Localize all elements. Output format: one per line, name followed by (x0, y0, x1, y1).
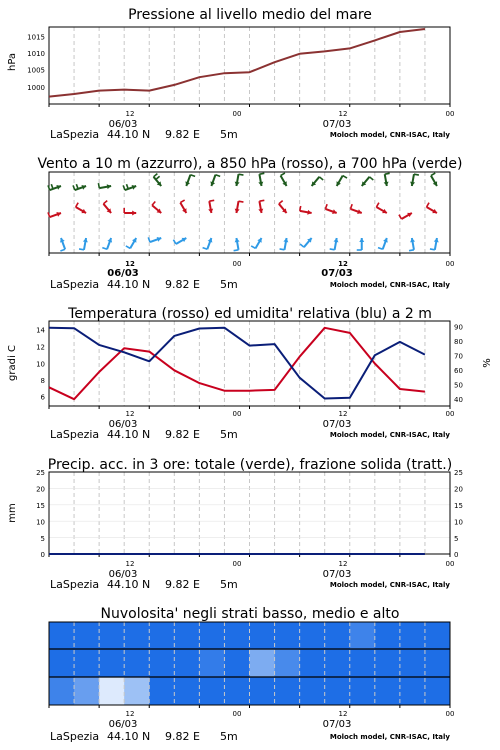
wind-barb-feather (173, 240, 176, 244)
wind-barb (73, 184, 86, 190)
hour-tick: 12 (125, 710, 135, 718)
wind-barb (185, 175, 195, 186)
pressure-ytick: 1005 (27, 66, 45, 75)
precip-ytick: 20 (454, 485, 463, 494)
cloud-cell (149, 622, 175, 649)
wind-barb-feather (427, 203, 430, 207)
wind-barb-feather (259, 173, 264, 174)
footer-lon: 9.82 E (165, 730, 200, 743)
cloud-cell (174, 677, 200, 705)
temperature-line (49, 328, 425, 399)
wind-barb (337, 176, 347, 186)
cloud-cell (300, 649, 326, 677)
cloud-cell (74, 649, 100, 677)
cloud-cell (49, 622, 75, 649)
footer-location: LaSpezia (50, 278, 100, 291)
cloud-cell (124, 622, 150, 649)
wind-barb-feather (102, 248, 107, 250)
footer-alt: 5m (220, 578, 238, 591)
pressure-title: Pressione al livello medio del mare (128, 7, 372, 23)
cloud-cell (124, 649, 150, 677)
wind-barb (234, 238, 240, 251)
cloud-cell (425, 649, 451, 677)
pressure-footer (50, 128, 450, 141)
wind-barb-feather (239, 201, 244, 202)
pressure-ytick: 1000 (27, 84, 45, 92)
humidity-ytick: 70 (454, 352, 463, 361)
cloud-cell (325, 677, 351, 705)
wind-barb (235, 174, 244, 186)
precip-ytick: 0 (454, 551, 459, 559)
temp-hum-series (49, 328, 425, 400)
pressure-ytick: 1015 (27, 33, 45, 42)
wind-barb-feather (431, 173, 435, 176)
precip-ytick: 5 (454, 535, 459, 543)
cloud-cell (224, 649, 250, 677)
wind-barb-feather (385, 173, 390, 174)
date-label: 07/03 (322, 719, 352, 730)
temp-hum-footer (50, 428, 450, 441)
clouds-footer (50, 730, 450, 743)
wind-barb-feather (343, 176, 347, 179)
cloud-cell (224, 622, 250, 649)
cloud-cell (149, 677, 175, 705)
hour-tick: 12 (338, 110, 348, 118)
footer-credit: Moloch model, CNR-ISAC, Italy (329, 733, 450, 741)
wind-barb-feather (325, 204, 327, 209)
pressure-grid (49, 27, 450, 107)
wind-barb (102, 238, 112, 249)
wind-barb-feather (203, 248, 208, 250)
cloud-cell (250, 622, 276, 649)
cloud-cell (400, 677, 426, 705)
wind-barb (173, 238, 186, 244)
wind-barb (208, 200, 214, 213)
cloud-cell (74, 622, 100, 649)
precip-ylabel: mm (7, 503, 18, 523)
cloud-cell (425, 622, 451, 649)
wind-barb-feather (376, 203, 379, 207)
wind-barb-feather (239, 174, 244, 175)
wind-barb (281, 173, 287, 186)
precip-ytick: 25 (36, 469, 45, 477)
date-label: 06/03 (108, 719, 138, 730)
footer-location: LaSpezia (50, 578, 100, 591)
hour-tick: 12 (338, 560, 348, 568)
cloud-cell (224, 677, 250, 705)
cloud-cell (149, 649, 175, 677)
wind-barb-feather (300, 206, 301, 211)
wind-barb-feather (378, 248, 383, 250)
precip-ytick: 10 (454, 518, 463, 527)
wind-barb-feather (259, 200, 264, 201)
footer-lon: 9.82 E (165, 278, 200, 291)
wind-barb (60, 238, 65, 251)
humidity-yticks (454, 324, 463, 405)
footer-credit: Moloch model, CNR-ISAC, Italy (329, 581, 450, 589)
wind-footer (50, 278, 450, 291)
wind-title: Vento a 10 m (azzurro), a 850 hPa (rosso), a 700 hPa (verde) (37, 156, 463, 172)
humidity-ytick: 60 (454, 367, 463, 375)
cloud-cell (400, 622, 426, 649)
date-label: 06/03 (107, 268, 139, 279)
wind-barb-head (359, 238, 364, 242)
temp-hum-grid (49, 321, 450, 409)
cloud-cell (174, 649, 200, 677)
wind-barb-feather (319, 177, 323, 180)
wind-barb (98, 183, 111, 189)
cloud-cell (350, 622, 376, 649)
wind-barb-feather (76, 203, 79, 207)
wind-barb (279, 201, 287, 213)
wind-barb (103, 201, 111, 213)
hour-tick: 00 (232, 410, 242, 418)
hour-tick: 00 (232, 260, 242, 268)
wind-barb-feather (234, 250, 239, 251)
cloud-cell (275, 677, 301, 705)
cloud-cell (300, 677, 326, 705)
wind-barb (430, 238, 439, 250)
wind-barb-feather (156, 176, 160, 179)
footer-lat: 44.10 N (107, 278, 151, 291)
wind-barb (123, 184, 136, 190)
pressure-panel (7, 7, 454, 141)
footer-lon: 9.82 E (165, 428, 200, 441)
wind-barb (126, 238, 136, 248)
hour-tick: 00 (445, 560, 455, 568)
date-label: 06/03 (108, 419, 138, 430)
wind-barb (325, 204, 336, 214)
wind-barb-feather (215, 175, 220, 177)
precip-yticks-right (454, 469, 463, 559)
wind-barb-feather (399, 215, 402, 219)
footer-location: LaSpezia (50, 730, 100, 743)
wind-barb (409, 238, 415, 251)
wind-barb-feather (126, 184, 128, 189)
pressure-xaxis (109, 110, 455, 130)
humidity-ytick: 80 (454, 338, 463, 346)
hour-tick: 00 (445, 710, 455, 718)
hour-tick: 00 (445, 260, 455, 268)
footer-lat: 44.10 N (107, 428, 151, 441)
hour-tick: 00 (445, 110, 455, 118)
footer-alt: 5m (220, 128, 238, 141)
wind-barb (235, 201, 244, 213)
humidity-ylabel: % (482, 358, 493, 368)
cloud-cell (99, 622, 125, 649)
precip-frame (49, 472, 450, 554)
wind-barb (210, 175, 220, 186)
precip-ytick: 15 (454, 502, 463, 510)
cloud-cell (199, 677, 225, 705)
precip-ytick: 5 (40, 535, 45, 543)
cloud-cell (99, 677, 125, 705)
wind-barb (251, 238, 261, 248)
precip-ytick: 10 (36, 518, 45, 527)
precip-yticks-left (36, 469, 45, 559)
cloud-cell (199, 649, 225, 677)
wind-barb (48, 184, 61, 190)
cloud-cell (375, 622, 401, 649)
wind-barb-feather (190, 175, 195, 177)
cloud-cell (49, 677, 75, 705)
temp-hum-title: Temperatura (rosso) ed umidita' relativa (blu) a 2 m (68, 306, 432, 322)
precip-ytick: 0 (40, 551, 45, 559)
wind-barb-feather (430, 249, 435, 250)
wind-barb (48, 212, 61, 217)
hour-tick: 00 (232, 560, 242, 568)
wind-barb (330, 238, 339, 250)
temp-ytick: 8 (40, 377, 45, 385)
footer-alt: 5m (220, 278, 238, 291)
wind-barb-feather (369, 177, 373, 180)
cloud-cell (49, 649, 75, 677)
precip-footer (50, 578, 450, 591)
cloud-cell (375, 677, 401, 705)
cloud-cell (74, 677, 100, 705)
wind-barb (154, 174, 162, 186)
cloud-cell (350, 677, 376, 705)
wind-barb-feather (79, 249, 84, 250)
footer-lon: 9.82 E (165, 578, 200, 591)
precip-ytick: 20 (36, 485, 45, 494)
wind-barb (312, 177, 324, 186)
pressure-ytick: 1010 (27, 50, 45, 58)
wind-barb (280, 238, 289, 250)
temp-ytick: 10 (36, 360, 45, 369)
wind-barb (300, 238, 312, 247)
temp-ytick: 14 (36, 326, 45, 335)
wind-barb-feather (300, 244, 304, 247)
hour-tick: 00 (445, 410, 455, 418)
temp-yticks (36, 327, 45, 402)
date-label: 06/03 (108, 569, 138, 580)
humidity-ytick: 40 (454, 396, 463, 404)
wind-barb-feather (152, 201, 155, 205)
footer-credit: Moloch model, CNR-ISAC, Italy (329, 281, 450, 289)
footer-lat: 44.10 N (107, 578, 151, 591)
wind-barb-feather (409, 250, 414, 251)
footer-lat: 44.10 N (107, 128, 151, 141)
wind-barb (300, 206, 312, 215)
wind-barb-feather (103, 201, 107, 204)
wind-barb-feather (330, 249, 335, 250)
hour-tick: 12 (125, 560, 135, 568)
precip-ytick: 15 (36, 502, 45, 510)
hour-tick: 00 (232, 710, 242, 718)
wind-barb-feather (281, 173, 285, 176)
wind-barb (384, 173, 390, 186)
hour-tick: 12 (125, 410, 135, 418)
wind-barb (431, 173, 437, 186)
cloud-cell (325, 649, 351, 677)
cloud-cell (425, 677, 451, 705)
wind-barb-feather (60, 249, 65, 251)
wind-barb-feather (350, 204, 352, 209)
hour-tick: 12 (125, 260, 135, 268)
cloud-cell (99, 649, 125, 677)
humidity-ytick: 50 (454, 381, 463, 390)
wind-barb (350, 204, 361, 214)
wind-barb-feather (280, 249, 285, 250)
precip-xaxis (109, 560, 455, 580)
wind-barb-feather (76, 184, 78, 189)
cloud-cell (275, 649, 301, 677)
hour-tick: 12 (338, 260, 348, 268)
pressure-yticks (27, 34, 45, 93)
cloud-cell (350, 649, 376, 677)
wind-barb (357, 238, 365, 250)
wind-barb (124, 208, 136, 216)
cloud-cell (250, 649, 276, 677)
cloud-cell (250, 677, 276, 705)
clouds-panel (49, 606, 454, 743)
wind-barb (79, 238, 88, 250)
wind-barb-feather (98, 183, 99, 188)
footer-location: LaSpezia (50, 428, 100, 441)
date-label: 07/03 (322, 569, 352, 580)
clouds-xaxis (109, 710, 455, 730)
footer-location: LaSpezia (50, 128, 100, 141)
footer-credit: Moloch model, CNR-ISAC, Italy (329, 131, 450, 139)
footer-alt: 5m (220, 730, 238, 743)
cloud-cell (325, 622, 351, 649)
date-label: 07/03 (322, 419, 352, 430)
wind-barb (203, 238, 213, 249)
cloud-cell (275, 622, 301, 649)
cloud-cell (300, 622, 326, 649)
wind-barb-feather (251, 246, 255, 249)
precip-panel (7, 457, 463, 591)
wind-barb-feather (126, 246, 130, 249)
wind-barb-head (132, 211, 136, 216)
wind-barb (378, 238, 388, 249)
footer-credit: Moloch model, CNR-ISAC, Italy (329, 431, 450, 439)
wind-barb-feather (209, 200, 214, 201)
precip-ytick: 25 (454, 469, 463, 477)
temp-ytick: 6 (40, 393, 45, 402)
wind-barb (258, 200, 264, 213)
wind-barb-feather (51, 184, 53, 189)
date-label: 06/03 (108, 119, 138, 130)
temp-hum-panel (7, 306, 493, 441)
pressure-ylabel: hPa (7, 52, 18, 72)
temp-ylabel: gradi C (7, 345, 18, 381)
footer-lon: 9.82 E (165, 128, 200, 141)
temp-ytick: 12 (36, 343, 45, 352)
humidity-line (49, 328, 425, 399)
hour-tick: 00 (232, 110, 242, 118)
wind-barb (427, 203, 437, 213)
wind-barb (362, 177, 374, 186)
footer-lat: 44.10 N (107, 730, 151, 743)
wind-barb (152, 201, 161, 213)
wind-barb (258, 173, 264, 186)
date-label: 07/03 (322, 119, 352, 130)
wind-barb (376, 203, 386, 213)
date-label: 07/03 (321, 268, 353, 279)
wind-barb-feather (154, 174, 158, 177)
precip-grid (49, 472, 450, 557)
wind-barb-feather (414, 174, 419, 175)
temp-hum-xaxis (109, 410, 455, 430)
pressure-series (49, 29, 425, 97)
cloud-cell (124, 677, 150, 705)
hour-tick: 12 (338, 410, 348, 418)
wind-panel (37, 156, 462, 291)
wind-xaxis (107, 260, 454, 279)
cloud-cell (199, 622, 225, 649)
wind-barb (148, 237, 161, 242)
footer-alt: 5m (220, 428, 238, 441)
hour-tick: 12 (125, 110, 135, 118)
pressure-line (49, 29, 425, 97)
cloud-cell (400, 649, 426, 677)
wind-barb (180, 200, 186, 213)
humidity-ytick: 90 (454, 323, 463, 332)
precip-title: Precip. acc. in 3 ore: totale (verde), frazione solida (tratt.) (47, 457, 453, 473)
wind-barb (399, 213, 412, 219)
hour-tick: 12 (338, 710, 348, 718)
cloud-cell (375, 649, 401, 677)
wind-barb-feather (180, 200, 184, 203)
wind-barb (410, 174, 419, 186)
wind-barbs (48, 173, 439, 251)
wind-barb (76, 203, 86, 213)
cloud-cell (174, 622, 200, 649)
wind-barb-feather (279, 201, 283, 204)
clouds-title: Nuvolosita' negli strati basso, medio e alto (100, 606, 400, 622)
